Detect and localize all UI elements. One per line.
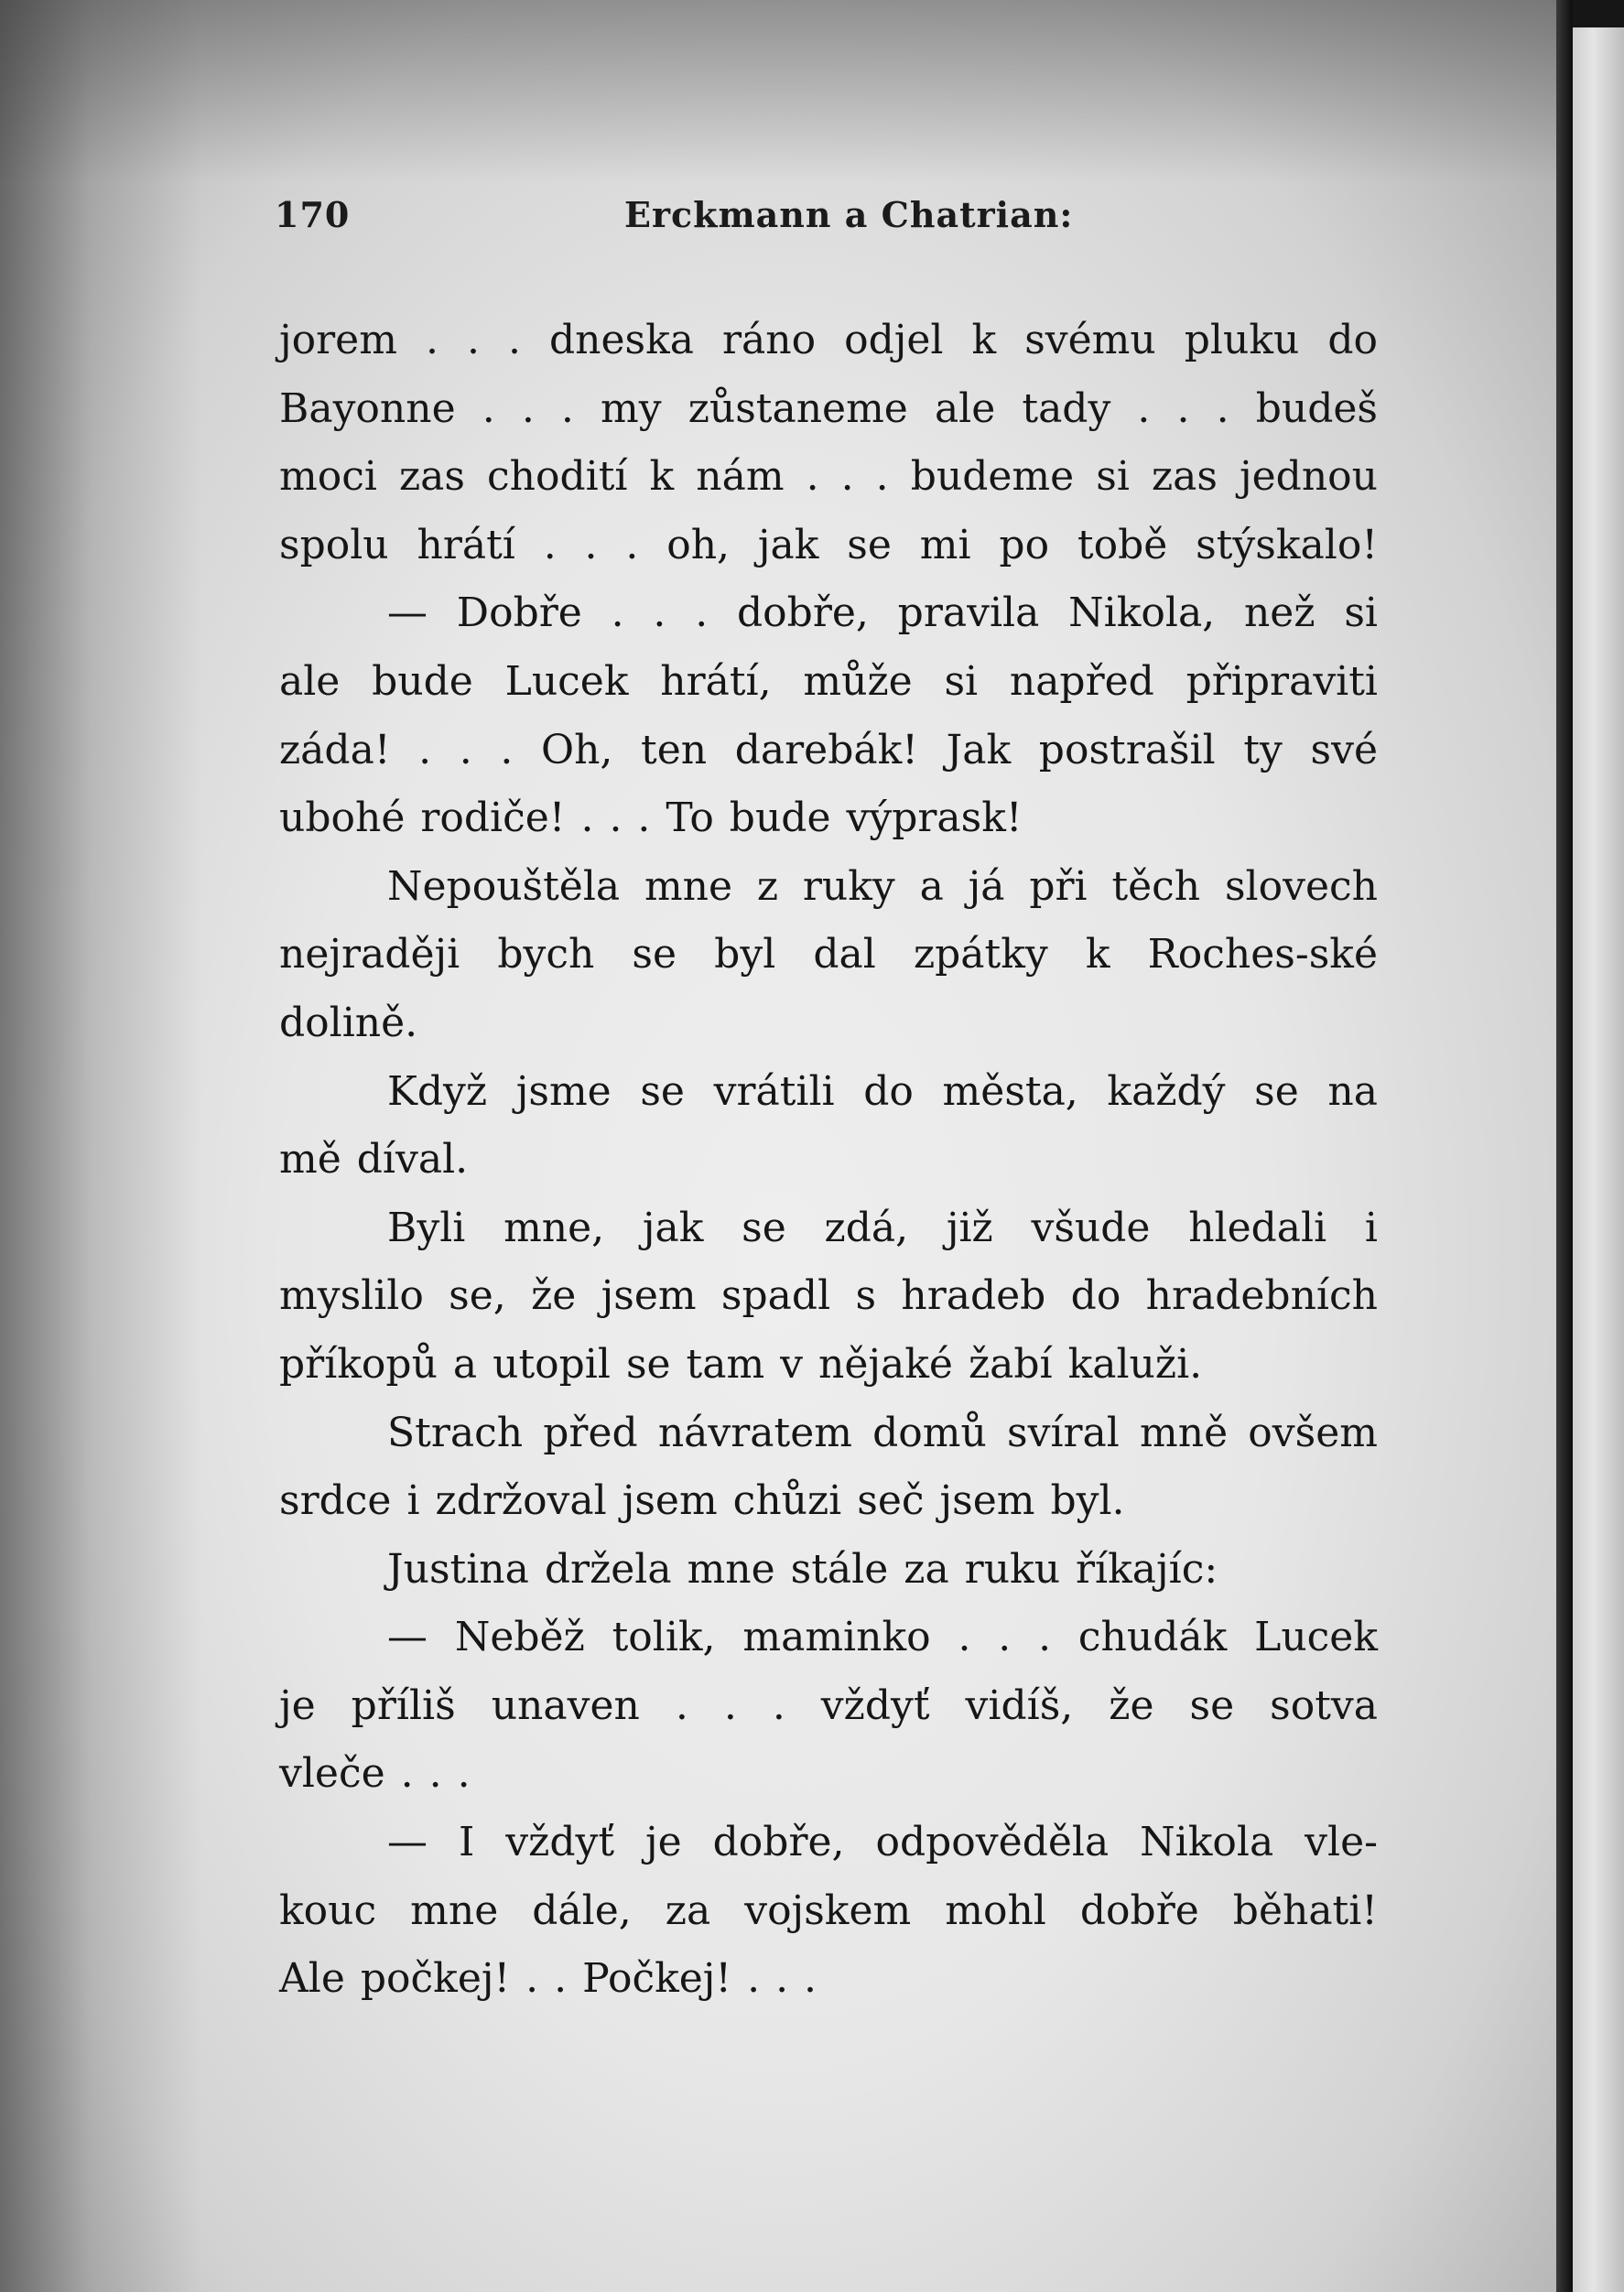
text-line: — Neběž tolik, maminko . . . chudák Lucek: [387, 1614, 1378, 1661]
text-line: Byli mne, jak se zdá, již všude hledali i: [387, 1204, 1378, 1251]
text-line: — I vždyť je dobře, odpověděla Nikola vle-: [387, 1819, 1378, 1866]
text-line: je příliš unaven . . . vždyť vidíš, že se sotva: [279, 1681, 1378, 1729]
body-text: [279, 307, 1378, 2014]
running-head: Erckmann a Chatrian:: [624, 194, 1074, 235]
text-line: vleče . . .: [279, 1750, 471, 1798]
text-line: záda! . . . Oh, ten darebák! Jak postrašil ty své: [279, 726, 1378, 773]
text-line: spolu hrátí . . . oh, jak se mi po tobě stýskalo!: [279, 521, 1378, 568]
text-line: Strach před návratem domů svíral mně ovšem: [387, 1409, 1378, 1456]
page-number: 170: [275, 194, 351, 235]
text-line: dolině.: [279, 999, 418, 1046]
text-line: myslilo se, že jsem spadl s hradeb do hradebních: [279, 1272, 1378, 1320]
text-line: nejraději bych se byl dal zpátky k Roches-ské: [279, 931, 1378, 978]
text-line: Justina držela mne stále za ruku říkajíc:: [387, 1545, 1218, 1593]
text-line: Nepouštěla mne z ruky a já při těch slovech: [387, 862, 1378, 910]
text-line: Ale počkej! . . Počkej! . . .: [279, 1955, 817, 2003]
text-line: srdce i zdržoval jsem chůzi seč jsem byl.: [279, 1477, 1125, 1525]
text-line: příkopů a utopil se tam v nějaké žabí kaluži.: [279, 1340, 1203, 1388]
text-line: mě díval.: [279, 1136, 469, 1184]
text-line: kouc mne dále, za vojskem mohl dobře běhati!: [279, 1887, 1378, 1934]
text-line: Bayonne . . . my zůstaneme ale tady . . . budeš: [279, 384, 1378, 432]
page-header: [275, 194, 1410, 249]
text-line: ale bude Lucek hrátí, může si napřed připraviti: [279, 657, 1378, 705]
text-line: ubohé rodiče! . . . To bude výprask!: [279, 795, 1023, 842]
text-line: — Dobře . . . dobře, pravila Nikola, než si: [387, 589, 1378, 637]
text-line: moci zas chodití k nám . . . budeme si zas jednou: [279, 453, 1378, 501]
text-line: Když jsme se vrátili do města, každý se na: [387, 1067, 1378, 1115]
book-spine-edge: [1556, 0, 1573, 2292]
facing-page-edge: [1573, 27, 1624, 2292]
text-line: jorem . . . dneska ráno odjel k svému pluku do: [279, 317, 1378, 363]
